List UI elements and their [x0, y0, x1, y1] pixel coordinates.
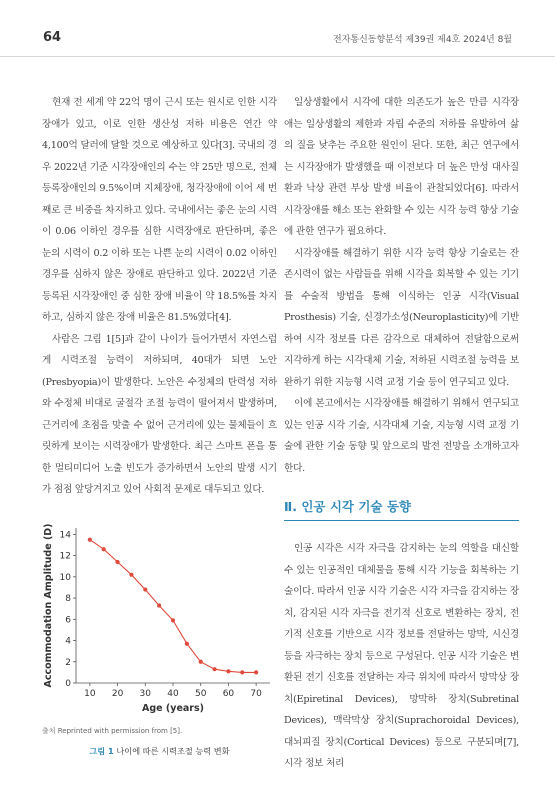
left-column: [42, 92, 277, 501]
data-point: [143, 587, 147, 591]
y-tick-label: 4: [65, 636, 71, 647]
x-axis-label: Age (years): [142, 703, 204, 714]
y-tick-label: 0: [65, 679, 71, 689]
data-point: [226, 669, 230, 673]
page-number: 64: [43, 30, 62, 45]
data-point: [102, 547, 106, 551]
data-point: [171, 618, 175, 622]
right-column: [284, 92, 519, 479]
data-point: [88, 538, 92, 542]
data-point: [199, 660, 203, 664]
y-tick-label: 14: [59, 530, 71, 541]
figure-1: [42, 520, 277, 782]
y-tick-label: 6: [65, 615, 71, 626]
data-point: [157, 603, 161, 607]
figure-source: 출처 Reprinted with permission from [5].: [42, 727, 183, 735]
x-tick-label: 20: [111, 689, 124, 699]
x-tick-label: 50: [194, 689, 207, 699]
data-point: [185, 642, 189, 646]
page-header: [0, 0, 555, 62]
paragraph: 인공 시각은 시각 자극을 감지하는 눈의 역할을 대신할 수 있는 인공적인 대체물을 통해 시각 기능을 회복하는 기술이다. 따라서 인공 시각 기술은 시각 자극을 감지하는 장치, 감지된 시각 자극을 전기적 신호로 변환하는 장치, 전기적 신호를 기반으로 시각 정보를 전달하는 망막, 시신경 등을 자극하는 장치 등으로 구성된다. 인공 시각 기술은 변환된 전기 신호를 전달하는 자극 위치에 따라서 망막상 장치(Epiretinal Devices), 망막하 장치(Subretinal Devices), 맥락막상 장치(Suprachoroidal Devices), 대뇌피질 장치(Cortical Devices) 등으로 구분되며[7], 시각 정보 처리: [284, 543, 519, 769]
header-divider: [0, 56, 555, 57]
accommodation-chart: [42, 520, 277, 720]
data-point: [129, 573, 133, 577]
x-tick-label: 60: [222, 689, 235, 699]
y-tick-label: 10: [59, 572, 71, 583]
section-title: Ⅱ. 인공 시각 기술 동향: [284, 499, 411, 514]
data-point: [254, 670, 258, 674]
paragraph: 현재 전 세계 약 22억 명이 근시 또는 원시로 인한 시각장애가 있고, 이로 인한 생산성 저하 비용은 연간 약 4,100억 달러에 달할 것으로 예상하고 있다[3]. 국내의 경우 2022년 기준 시각장애인의 수는 약 25만 명으로, 전체 등록장애인의 9.5%이며 지체장애, 청각장애에 이어 세 번째로 큰 비중을 차지하고 있다. 국내에서는 좋은 눈의 시력이 0.06 이하인 경우를 심한 시력장애로 판단하며, 좋은 눈의 시력이 0.2 이하 또는 나쁜 눈의 시력이 0.02 이하인 경우를 심하지 않은 장애로 판단하고 있다. 2022년 기준 등록된 시각장애인 중 심한 장애 비율이 약 18.5%를 차지하고, 심하지 않은 장애 비율은 81.5%였다[4].: [42, 97, 277, 323]
data-point: [115, 560, 119, 564]
x-tick-label: 10: [84, 689, 96, 699]
data-point: [212, 667, 216, 671]
journal-title: 전자통신동향분석 제39권 제4호 2024년 8월: [333, 35, 512, 45]
data-point: [240, 670, 244, 674]
paragraph: 일상생활에서 시각에 대한 의존도가 높은 만큼 시각장애는 일상생활의 제한과 자립 수준의 저하를 유발하여 삶의 질을 낮추는 주요한 원인이 된다. 또한, 최근 연구에서는 시각장애가 발생했을 때 이전보다 더 높은 만성 대사질환과 낙상 관련 부상 발생 비율이 관찰되었다[6]. 따라서 시각장애를 해소 또는 완화할 수 있는 시각 능력 향상 기술에 관한 연구가 필요하다.: [284, 97, 519, 237]
series-line: [90, 540, 256, 673]
y-tick-label: 12: [59, 551, 71, 562]
y-tick-label: 2: [65, 657, 71, 668]
x-tick-label: 40: [167, 689, 179, 699]
figure-caption-number: 그림 1: [89, 746, 114, 756]
figure-caption: [42, 746, 277, 757]
section-divider: [284, 520, 519, 521]
paragraph: 시각장애를 해결하기 위한 시각 능력 향상 기술로는 잔존시력이 없는 사람들을 위해 시각을 회복할 수 있는 기기를 수술적 방법을 통해 이식하는 인공 시각(Visual Prosthesis) 기술, 신경가소성(Neuroplasticity)에 기반하여 시각 정보를 다른 감각으로 대체하여 전달함으로써 지각하게 하는 시각대체 기술, 저하된 시력조절 능력을 보완하기 위한 지능형 시력 교정 기술 등이 연구되고 있다.: [284, 247, 519, 388]
figure-caption-text: 나이에 따른 시력조절 능력 변화: [116, 746, 230, 756]
y-tick-label: 8: [65, 594, 71, 605]
section-body: [284, 538, 519, 775]
x-tick-label: 30: [139, 689, 152, 699]
paragraph: 이에 본고에서는 시각장애를 해결하기 위해서 연구되고 있는 인공 시각 기술, 시각대체 기술, 지능형 시력 교정 기술에 관한 기술 동향 및 앞으로의 발전 전망을 소개하고자 한다.: [284, 398, 519, 474]
paragraph: 사람은 그림 1[5]과 같이 나이가 들어가면서 자연스럽게 시력조절 능력이 저하되며, 40대가 되면 노안(Presbyopia)이 발생한다. 노안은 수정체의 탄력성 저하와 수정체 비대로 굴절각 조절 능력이 떨어져서 발생하며, 근거리에 초점을 맞출 수 없어 근거리에 있는 물체들이 흐릿하게 보이는 시력장애가 발생한다. 최근 스마트 폰을 통한 멀티미디어 노출 빈도가 증가하면서 노안의 발생 시기가 점점 앞당겨지고 있어 사회적 문제로 대두되고 있다.: [42, 333, 277, 495]
y-axis-label: Accommodation Amplitude (D): [43, 523, 54, 688]
x-tick-label: 70: [250, 689, 262, 699]
